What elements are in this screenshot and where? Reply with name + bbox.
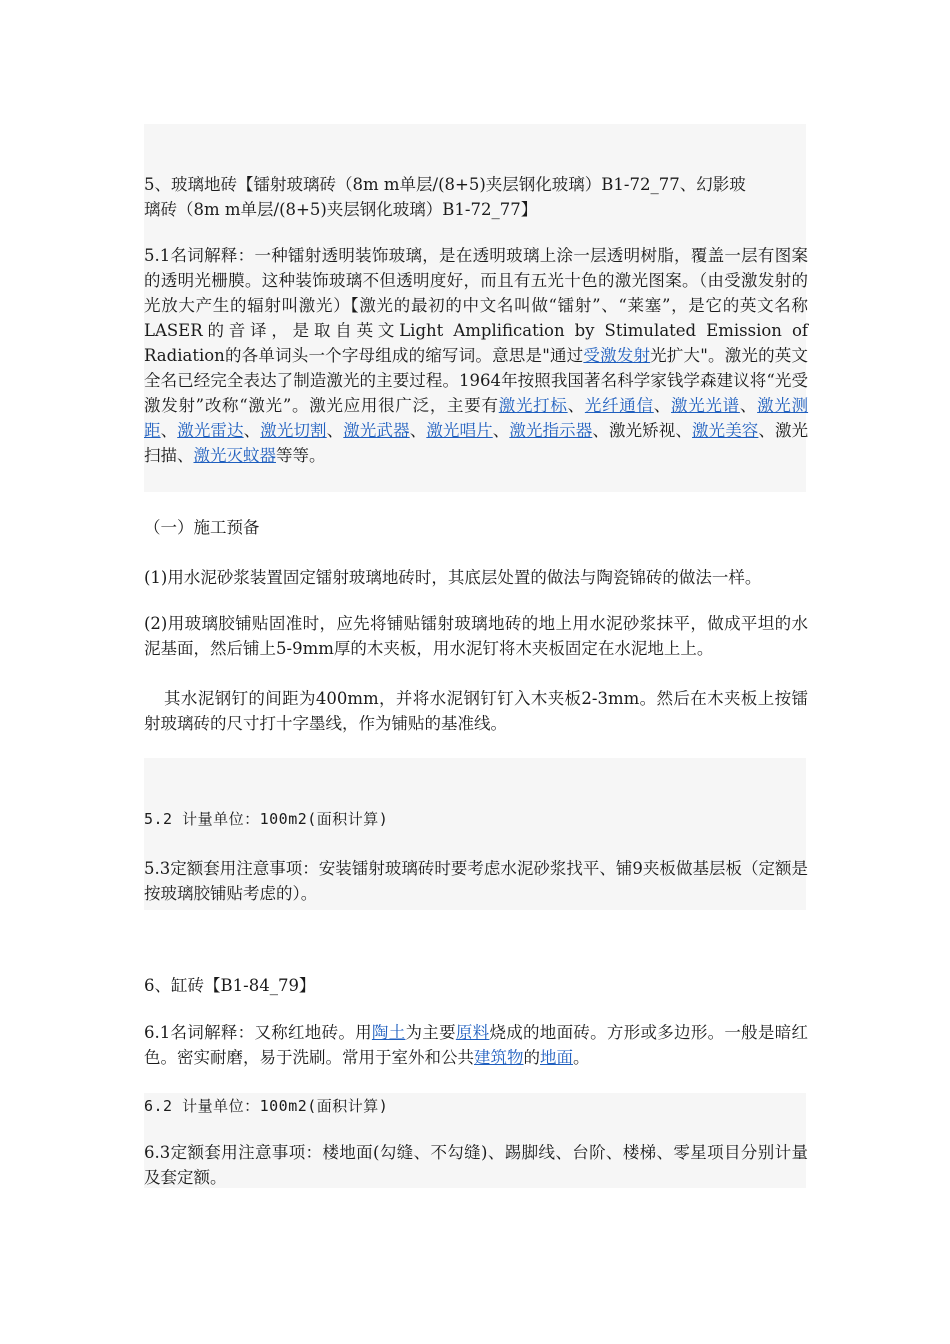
heading-line: 璃砖（8m m单层/(8+5)夹层钢化玻璃）B1-72_77】 — [144, 200, 538, 219]
text: 光扩大"。激光的英文全名已经完全表达了制造激光的主要过程。1964年按照我国著名科学家钱学森建议将“光受激发射”改称“激光”。激光应用很广泛，主要有 — [144, 346, 809, 415]
link-laser-spectrum[interactable]: 激光光谱 — [671, 396, 740, 415]
sep: 、 — [675, 421, 692, 440]
sep: 、 — [653, 396, 671, 415]
step-1: (1)用水泥砂浆装置固定镭射玻璃地砖时，其底层处置的做法与陶瓷锦砖的做法一样。 — [144, 568, 762, 587]
sep: 、 — [492, 421, 510, 440]
sep: 、 — [409, 421, 427, 440]
link-laser-beauty[interactable]: 激光美容 — [692, 421, 759, 440]
text: 烧成的地面砖。方形或多边形。一般是暗红色。密实耐磨，易于洗刷。常用于室外和公共 — [144, 1023, 809, 1067]
sep: 、 — [567, 396, 585, 415]
sep: 、 — [592, 421, 609, 440]
link-stimulated-emission[interactable]: 受激发射 — [583, 346, 651, 365]
text: 激光矫视 — [608, 421, 676, 440]
text: 。 — [573, 1048, 590, 1067]
link-fiber-communication[interactable]: 光纤通信 — [584, 396, 654, 415]
link-laser-weapon[interactable]: 激光武器 — [343, 421, 410, 440]
sep: 、 — [177, 446, 194, 465]
section-6-heading: 6、缸砖【B1-84_79】 — [144, 976, 316, 995]
text: 激光扫描 — [144, 421, 809, 465]
subheading-preparation: （一）施工预备 — [144, 518, 260, 537]
link-laser-ranging[interactable]: 激光测距 — [144, 396, 809, 440]
link-laser-disc[interactable]: 激光唱片 — [426, 421, 493, 440]
section-5-definition — [144, 243, 808, 468]
step-2: (2)用玻璃胶铺贴固准时，应先将铺贴镭射玻璃地砖的地上用水泥砂浆抹平，做成平坦的水泥基面，然后铺上5-9mm厚的木夹板，用水泥钉将木夹板固定在水泥地上上。 — [144, 614, 808, 658]
text: 为主要 — [405, 1023, 456, 1042]
link-laser-mosquito-killer[interactable]: 激光灭蚊器 — [193, 446, 276, 465]
link-laser-radar[interactable]: 激光雷达 — [177, 421, 244, 440]
section-6-definition — [144, 1020, 808, 1070]
text: 等等。 — [276, 446, 326, 465]
section-5-note: 5.3定额套用注意事项：安装镭射玻璃砖时要考虑水泥砂浆找平、铺9夹板做基层板（定额是按玻璃胶铺贴考虑的）。 — [144, 859, 808, 903]
text: 5.1名词解释：一种镭射透明装饰玻璃，是在透明玻璃上涂一层透明树脂，覆盖一层有图案的透明光栅膜。这种装饰玻璃不但透明度好，而且有五光十色的激光图案。（由受激发射的光放大产生的辐射叫激光）【激光的最初的中文名叫做“镭射”、“莱塞”，是它的英文名称LASER的音译，是取自英文Light Amplification by Stimulated Emission of Radiation的各单词头一个字母组成的缩写词。意思是"通过 — [144, 246, 808, 365]
text: 的 — [523, 1048, 540, 1067]
heading-line: 5、玻璃地砖【镭射玻璃砖（8m m单层/(8+5)夹层钢化玻璃）B1-72_77、幻影玻 — [144, 175, 746, 194]
link-raw-material[interactable]: 原料 — [455, 1023, 490, 1042]
sep: 、 — [739, 396, 758, 415]
sep: 、 — [758, 421, 776, 440]
link-laser-pointer[interactable]: 激光指示器 — [509, 421, 593, 440]
section-6-unit: 6.2 计量单位：100m2(面积计算) — [144, 1097, 389, 1115]
sep: 、 — [160, 421, 178, 440]
section-5-heading — [144, 172, 808, 222]
sep: 、 — [326, 421, 344, 440]
text: 6.1名词解释：又称红地砖。用 — [144, 1023, 372, 1042]
link-clay[interactable]: 陶土 — [371, 1023, 406, 1042]
link-building[interactable]: 建筑物 — [474, 1048, 524, 1067]
step-3: 其水泥钢钉的间距为400mm，并将水泥钢钉钉入木夹板2-3mm。然后在木夹板上按镭射玻璃砖的尺寸打十字墨线，作为铺贴的基准线。 — [144, 689, 808, 733]
link-ground[interactable]: 地面 — [540, 1048, 573, 1067]
section-5-unit: 5.2 计量单位：100m2(面积计算) — [144, 810, 389, 828]
sep: 、 — [243, 421, 261, 440]
link-laser-cutting[interactable]: 激光切割 — [260, 421, 327, 440]
link-laser-marking[interactable]: 激光打标 — [498, 396, 568, 415]
section-6-note: 6.3定额套用注意事项：楼地面(勾缝、不勾缝)、踢脚线、台阶、楼梯、零星项目分别计量及套定额。 — [144, 1143, 808, 1187]
